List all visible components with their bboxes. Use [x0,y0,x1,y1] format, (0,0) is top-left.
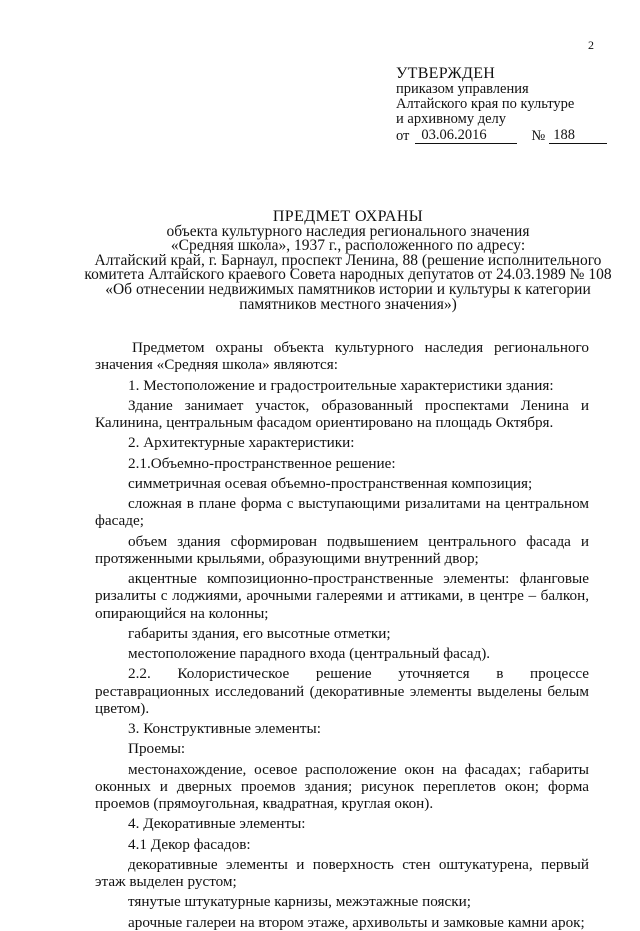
document-title: ПРЕДМЕТ ОХРАНЫ [272,208,424,225]
paragraph: местонахождение, осевое расположение окон на фасадах; габариты оконных и дверных проемов здания; рисунок переплетов окон; форма проемов (прямоугольная, квадратная, круглая окон). [95,760,589,812]
paragraph: Предметом охраны объекта культурного наследия регионального значения «Средняя школа» являются: [95,339,589,374]
heading-line: комитета Алтайского краевого Совета народных депутатов от 24.03.1989 № 108 [84,266,612,284]
heading-line: объекта культурного наследия регионального значения [166,222,530,240]
number-prefix: № [531,128,546,144]
approval-date-row [396,128,607,144]
approval-date: 03.06.2016 [415,128,517,144]
paragraph: акцентные композиционно-пространственные элементы: фланговые ризалиты с лоджиями, арочными галереями и аттиками, в центре – балкон, опирающийся на колонны; [95,570,589,622]
document-heading [70,210,626,312]
heading-line: памятников местного значения») [239,295,457,313]
heading-line: «Об отнесении недвижимых памятников истории и культуры к категории [105,280,591,298]
paragraph: 2. Архитектурные характеристики: [128,434,355,452]
page-number: 2 [588,38,594,52]
heading-line: «Средняя школа», 1937 г., расположенного по адресу: [170,237,526,255]
paragraph: Здание занимает участок, образованный проспектами Ленина и Калинина, центральным фасадом ориентировано на площадь Октября. [95,396,589,431]
paragraph: 4.1 Декор фасадов: [128,835,251,853]
paragraph: 2.2. Колористическое решение уточняется в процессе реставрационных исследований (декоративные элементы выделены белым цветом). [95,665,589,717]
approval-stamp [396,66,607,144]
paragraph: местоположение парадного входа (центральный фасад). [128,645,491,662]
heading-line: Алтайский край, г. Барнаул, проспект Ленина, 88 (решение исполнительного [94,251,602,269]
approval-title: УТВЕРЖДЕН [396,65,496,82]
paragraph: арочные галереи на втором этаже, архивольты и замковые камни арок; [128,913,585,931]
paragraph: 4. Декоративные элементы: [128,815,306,833]
paragraph: 1. Местоположение и градостроительные характеристики здания: [128,376,554,394]
paragraph: Проемы: [128,740,186,758]
paragraph: декоративные элементы и поверхность стен оштукатурена, первый этаж выделен рустом; [95,855,589,890]
approval-line: Алтайского края по культуре [396,96,575,112]
document-body [95,339,589,931]
paragraph: объем здания сформирован подвышением центрального фасада и протяженными крыльями, образующими внутренний двор; [95,532,589,567]
date-prefix: от [396,128,410,144]
paragraph: габариты здания, его высотные отметки; [128,624,391,642]
approval-number: 188 [549,128,607,144]
approval-line: приказом управления [396,81,529,97]
paragraph: симметричная осевая объемно-пространственная композиция; [128,474,533,492]
approval-line: и архивному делу [396,111,507,127]
paragraph: 2.1.Объемно-пространственное решение: [128,454,396,472]
paragraph: сложная в плане форма с выступающими ризалитами на центральном фасаде; [95,495,589,530]
paragraph: тянутые штукатурные карнизы, межэтажные пояски; [128,893,471,911]
paragraph: 3. Конструктивные элементы: [128,720,321,737]
